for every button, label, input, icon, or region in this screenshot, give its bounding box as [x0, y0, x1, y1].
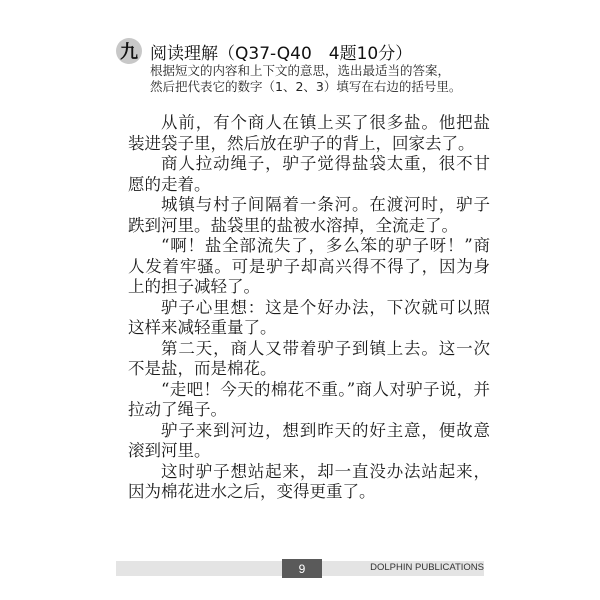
- passage-paragraph: 商人拉动绳子，驴子觉得盐袋太重，很不甘愿的走着。: [128, 154, 490, 194]
- instruction-line: 然后把代表它的数字（1、2、3）填写在右边的括号里。: [150, 79, 462, 94]
- passage-paragraph: 驴子心里想：这是个好办法，下次就可以照这样来减轻重量了。: [128, 297, 490, 337]
- section-number-badge: 九: [116, 38, 142, 64]
- instruction-line: 根据短文的内容和上下文的意思，选出最适当的答案，: [150, 63, 451, 78]
- page-number: 9: [282, 559, 322, 578]
- instructions: [150, 63, 461, 95]
- passage-paragraph: 城镇与村子间隔着一条河。在渡河时，驴子跌到河里。盐袋里的盐被水溶掉，全流走了。: [128, 195, 490, 235]
- publisher-name: DOLPHIN PUBLICATIONS: [370, 562, 484, 573]
- passage-paragraph: 第二天，商人又带着驴子到镇上去。这一次不是盐，而是棉花。: [128, 338, 490, 378]
- passage-paragraph: 这时驴子想站起来，却一直没办法站起来，因为棉花进水之后，变得更重了。: [128, 461, 490, 501]
- passage-paragraph: “走吧！今天的棉花不重。”商人对驴子说，并拉动了绳子。: [128, 379, 490, 419]
- section-title: 阅读理解（Q37-Q40 4题10分）: [150, 44, 413, 64]
- passage-paragraph: “啊！盐全部流失了，多么笨的驴子呀！”商人发着牢骚。可是驴子却高兴得不得了，因为身上的担子减轻了。: [128, 236, 490, 296]
- passage-paragraph: 从前，有个商人在镇上买了很多盐。他把盐装进袋子里，然后放在驴子的背上，回家去了。: [128, 113, 490, 153]
- reading-passage: [128, 113, 490, 503]
- passage-paragraph: 驴子来到河边，想到昨天的好主意，便故意滚到河里。: [128, 420, 490, 460]
